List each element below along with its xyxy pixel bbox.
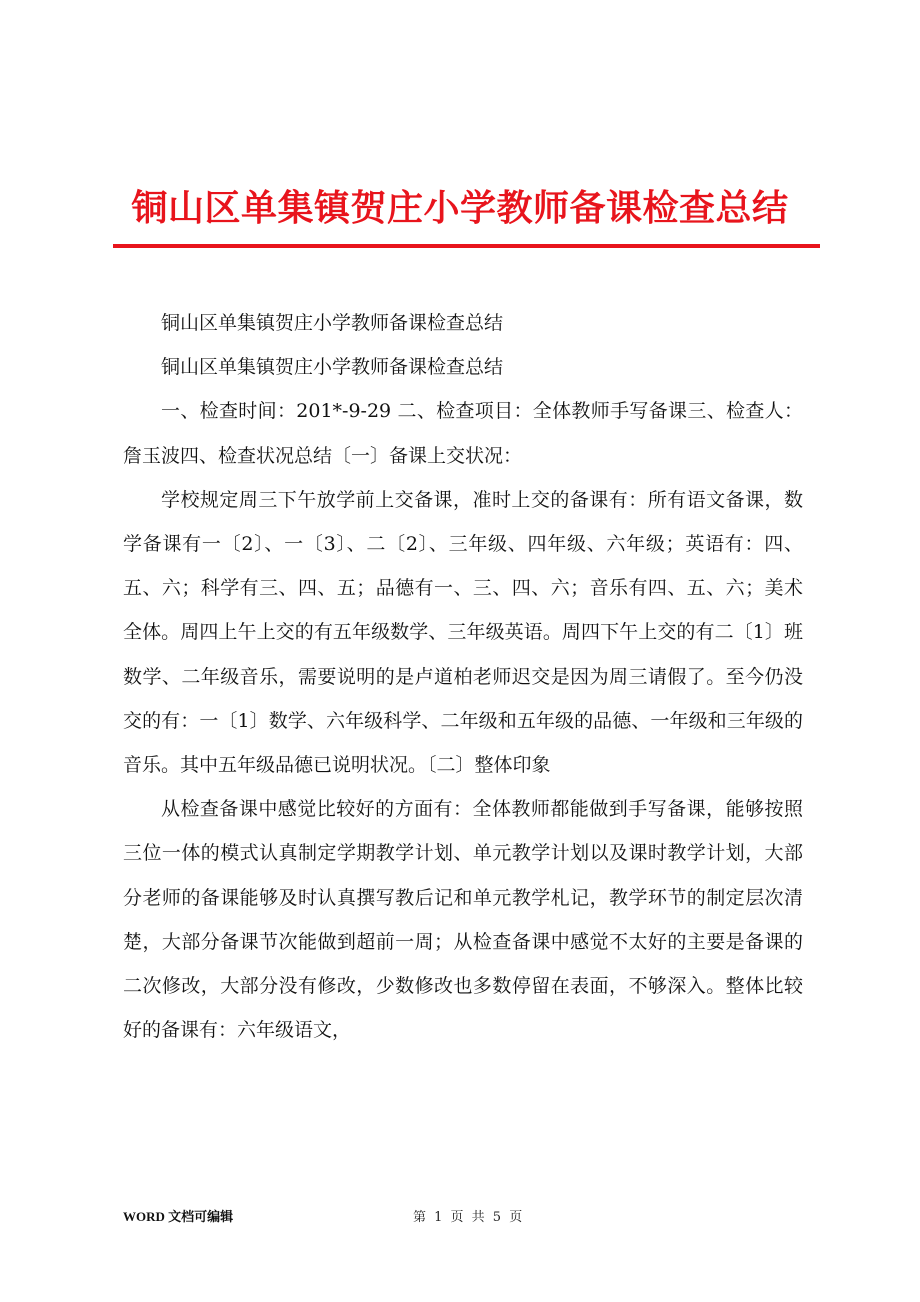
body-paragraph-heading-1: 铜山区单集镇贺庄小学教师备课检查总结 <box>161 312 504 334</box>
page-footer <box>0 1206 920 1230</box>
document-body <box>123 301 803 1052</box>
title-divider-rule <box>113 244 820 248</box>
footer-editable-label: WORD 文档可编辑 <box>123 1209 234 1224</box>
document-title: 铜山区单集镇贺庄小学教师备课检查总结 <box>131 188 789 230</box>
body-paragraph-overall-impression: 从检查备课中感觉比较好的方面有：全体教师都能做到手写备课，能够按照三位一体的模式认真制定学期教学计划、单元教学计划以及课时教学计划，大部分老师的备课能够及时认真撰写教后记和单元教学札记，教学环节的制定层次清楚，大部分备课节次能做到超前一周；从检查备课中感觉不太好的主要是备课的二次修改，大部分没有修改，少数修改也多数停留在表面，不够深入。整体比较好的备课有：六年级语文， <box>123 798 803 1042</box>
body-paragraph-submission-status: 学校规定周三下午放学前上交备课，准时上交的备课有：所有语文备课，数学备课有一〔2〕、一〔3〕、二〔2〕、三年级、四年级、六年级；英语有：四、五、六；科学有三、四、五；品德有一、三、四、六；音乐有四、五、六；美术全体。周四上午上交的有五年级数学、三年级英语。周四下午上交的有二〔1〕班数学、二年级音乐，需要说明的是卢道柏老师迟交是因为周三请假了。至今仍没交的有：一〔1〕数学、六年级科学、二年级和五年级的品德、一年级和三年级的音乐。其中五年级品德已说明状况。〔二〕整体印象 <box>123 488 803 777</box>
footer-page-number: 第 1 页 共 5 页 <box>413 1210 523 1225</box>
body-paragraph-heading-2: 铜山区单集镇贺庄小学教师备课检查总结 <box>161 356 504 379</box>
body-paragraph-inspection-info: 一、检查时间：201*-9-29 二、检查项目：全体教师手写备课三、检查人：詹玉波四、检查状况总结〔一〕备课上交状况： <box>123 400 803 467</box>
